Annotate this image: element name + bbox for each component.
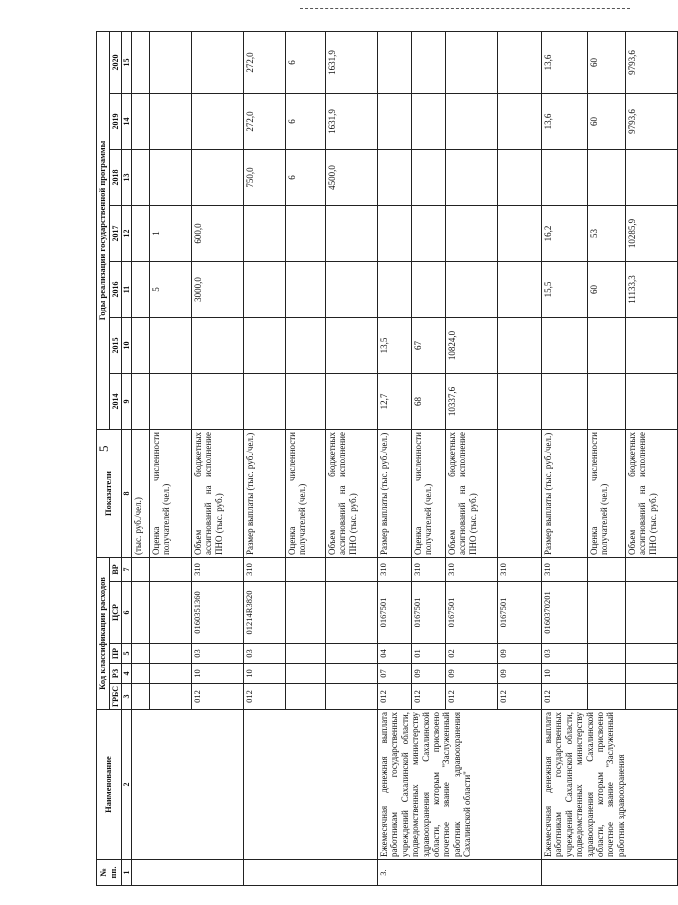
column-number: 12 [121,206,131,262]
year-value-cell: 9793,6 [626,31,678,93]
pr-cell [588,644,626,664]
header-name: Наименование [97,710,122,860]
csr-cell: 0167501 [378,582,412,644]
vr-cell [150,558,192,582]
grbs-cell: 012 [446,684,498,710]
year-value-cell [326,374,378,430]
year-value-cell [150,31,192,93]
rz-cell: 07 [378,664,412,684]
vr-cell: 310 [192,558,244,582]
year-value-cell [192,31,244,93]
indicator-cell: Размер выплаты (тыс. руб./чел.) [542,430,588,558]
year-value-cell [446,150,498,206]
header-year: 2018 [109,150,121,206]
year-value-cell [286,374,326,430]
year-value-cell: 272,0 [244,31,286,93]
year-value-cell [412,94,446,150]
indicator-cell: Оценка численности получателей (чел.) [286,430,326,558]
vr-cell: 310 [542,558,588,582]
year-value-cell: 10285,9 [626,206,678,262]
csr-cell [132,582,150,644]
year-value-cell [542,318,588,374]
table-body [132,31,678,885]
year-value-cell: 272,0 [244,94,286,150]
rz-cell: 10 [542,664,588,684]
column-number: 2 [121,710,131,860]
year-value-cell: 10824,0 [446,318,498,374]
header-years-group: Годы реализации государственной программы [97,31,110,429]
year-value-cell: 13,6 [542,94,588,150]
rz-cell [626,664,678,684]
year-value-cell [150,94,192,150]
row-number [244,860,378,886]
vr-cell [626,558,678,582]
grbs-cell: 012 [498,684,542,710]
column-number: 7 [121,558,131,582]
year-value-cell [244,262,286,318]
vr-cell: 310 [498,558,542,582]
csr-cell: 0160370201 [542,582,588,644]
table-header [97,31,132,885]
year-value-cell [244,318,286,374]
year-value-cell: 60 [588,94,626,150]
indicator-cell: Оценка численности получателей (чел.) [588,430,626,558]
grbs-cell [132,684,150,710]
year-value-cell [446,31,498,93]
year-value-cell [192,374,244,430]
grbs-cell [286,684,326,710]
year-value-cell [412,262,446,318]
column-number: 10 [121,318,131,374]
header-csr: ЦСР [109,582,121,644]
rz-cell: 10 [192,664,244,684]
year-value-cell [132,318,150,374]
header-indicator: Показатели [97,430,122,558]
year-value-cell [378,94,412,150]
rz-cell: 09 [498,664,542,684]
vr-cell: 310 [446,558,498,582]
year-value-cell [498,31,542,93]
year-value-cell: 53 [588,206,626,262]
year-value-cell [498,374,542,430]
grbs-cell: 012 [192,684,244,710]
year-value-cell: 10337,6 [446,374,498,430]
header-rz: РЗ [109,664,121,684]
year-value-cell [446,206,498,262]
year-value-cell: 6 [286,150,326,206]
year-value-cell [326,206,378,262]
indicator-cell: (тыс. руб./чел.) [132,430,150,558]
csr-cell: 0167501 [446,582,498,644]
grbs-cell [626,684,678,710]
scan-edge-line [300,8,630,9]
pr-cell [132,644,150,664]
year-value-cell [286,262,326,318]
grbs-cell: 012 [542,684,588,710]
year-value-cell [132,206,150,262]
year-value-cell: 60 [588,31,626,93]
csr-cell: 01214R3820 [244,582,286,644]
year-value-cell [132,262,150,318]
pr-cell [326,644,378,664]
year-value-cell [244,206,286,262]
pr-cell: 09 [498,644,542,664]
row-name: Ежемесячная денежная выплата работникам государственных учреждений Сахалинской области, подведомственных министерству здравоохранения Сахалинской области, которым присвоено почетное звание "Заслуженный работник здравоохранения [542,710,678,860]
pr-cell: 04 [378,644,412,664]
year-value-cell [542,374,588,430]
vr-cell [588,558,626,582]
rz-cell [286,664,326,684]
row-number [542,860,678,886]
indicator-cell: Оценка численности получателей (чел.) [150,430,192,558]
year-value-cell: 1 [150,206,192,262]
column-number: 6 [121,582,131,644]
header-pr: ПР [109,644,121,664]
indicator-cell: Объем бюджетных ассигнований на исполнение ПНО (тыс. руб.) [192,430,244,558]
table-row [378,31,412,885]
pr-cell: 03 [192,644,244,664]
column-number: 9 [121,374,131,430]
year-value-cell [378,262,412,318]
year-value-cell [588,318,626,374]
pr-cell [150,644,192,664]
row-number: 3. [378,860,542,886]
year-value-cell: 13,5 [378,318,412,374]
year-value-cell [412,150,446,206]
table-row [132,31,150,885]
rz-cell: 10 [244,664,286,684]
rz-cell: 09 [446,664,498,684]
year-value-cell [192,94,244,150]
year-value-cell [132,150,150,206]
year-value-cell [412,206,446,262]
csr-cell [626,582,678,644]
csr-cell [588,582,626,644]
vr-cell: 310 [244,558,286,582]
grbs-cell [326,684,378,710]
year-value-cell [378,206,412,262]
year-value-cell [412,31,446,93]
indicator-cell: Объем бюджетных ассигнований на исполнение ПНО (тыс. руб.) [326,430,378,558]
year-value-cell [498,150,542,206]
row-name: Ежемесячная денежная выплата работникам государственных учреждений Сахалинской области, подведомственных министерству здравоохранения Сахалинской области, которым присвоено почетное звание "Заслуженный работник здравоохранения Сахалинской области" [378,710,542,860]
header-year: 2014 [109,374,121,430]
year-value-cell [378,150,412,206]
header-grbs: ГРБС [109,684,121,710]
grbs-cell: 012 [378,684,412,710]
rz-cell [132,664,150,684]
header-year: 2017 [109,206,121,262]
year-value-cell [498,262,542,318]
vr-cell [326,558,378,582]
year-value-cell: 6 [286,31,326,93]
pr-cell: 01 [412,644,446,664]
year-value-cell [150,150,192,206]
grbs-cell [150,684,192,710]
header-year: 2020 [109,31,121,93]
year-value-cell: 1631,9 [326,31,378,93]
year-value-cell [326,262,378,318]
grbs-cell: 012 [412,684,446,710]
indicator-cell: Размер выплаты (тыс. руб./чел.) [244,430,286,558]
csr-cell [326,582,378,644]
year-value-cell [244,374,286,430]
header-year: 2019 [109,94,121,150]
year-value-cell: 4500,0 [326,150,378,206]
row-name [132,710,244,860]
year-value-cell [446,262,498,318]
indicator-cell: Оценка численности получателей (чел.) [412,430,446,558]
pr-cell: 02 [446,644,498,664]
page-number: 5 [96,445,111,452]
column-number: 5 [121,644,131,664]
year-value-cell: 3000,0 [192,262,244,318]
year-value-cell: 11133,3 [626,262,678,318]
year-value-cell: 6 [286,94,326,150]
year-value-cell: 13,6 [542,31,588,93]
row-name [244,710,378,860]
year-value-cell [150,318,192,374]
header-num: № пп. [97,860,122,886]
indicator-cell: Размер выплаты (тыс. руб./чел.) [378,430,412,558]
year-value-cell [626,150,678,206]
year-value-cell [446,94,498,150]
year-value-cell: 16,2 [542,206,588,262]
column-number: 1 [121,860,131,886]
column-number: 11 [121,262,131,318]
year-value-cell [132,31,150,93]
header-year: 2015 [109,318,121,374]
year-value-cell: 68 [412,374,446,430]
year-value-cell [626,318,678,374]
year-value-cell: 9793,6 [626,94,678,150]
year-value-cell [588,374,626,430]
year-value-cell: 15,5 [542,262,588,318]
year-value-cell [286,318,326,374]
header-year: 2016 [109,262,121,318]
column-number: 3 [121,684,131,710]
column-number: 14 [121,94,131,150]
header-vr: ВР [109,558,121,582]
rz-cell [150,664,192,684]
rz-cell: 09 [412,664,446,684]
vr-cell [286,558,326,582]
rotated-table-wrapper [96,32,658,886]
header-kbk: Код классификации расходов [97,558,110,710]
column-number: 8 [121,430,131,558]
pr-cell: 03 [542,644,588,664]
rz-cell [588,664,626,684]
pr-cell [286,644,326,664]
column-number-row [121,31,131,885]
year-value-cell [626,374,678,430]
year-value-cell: 12,7 [378,374,412,430]
csr-cell [286,582,326,644]
table-row [244,31,286,885]
vr-cell: 310 [412,558,446,582]
year-value-cell [498,94,542,150]
year-value-cell [192,150,244,206]
indicator-cell [498,430,542,558]
year-value-cell [150,374,192,430]
year-value-cell [192,318,244,374]
csr-cell: 0160351360 [192,582,244,644]
grbs-cell [588,684,626,710]
year-value-cell [498,318,542,374]
year-value-cell [132,374,150,430]
year-value-cell: 1631,9 [326,94,378,150]
year-value-cell: 60 [588,262,626,318]
year-value-cell [286,206,326,262]
csr-cell: 0167501 [412,582,446,644]
csr-cell [150,582,192,644]
column-number: 15 [121,31,131,93]
vr-cell [132,558,150,582]
table-row [542,31,588,885]
year-value-cell: 67 [412,318,446,374]
grbs-cell: 012 [244,684,286,710]
year-value-cell: 750,0 [244,150,286,206]
vr-cell: 310 [378,558,412,582]
pr-cell: 03 [244,644,286,664]
budget-table [96,31,678,886]
year-value-cell [588,150,626,206]
row-number [132,860,244,886]
year-value-cell [132,94,150,150]
indicator-cell: Объем бюджетных ассигнований на исполнение ПНО (тыс. руб.) [626,430,678,558]
rz-cell [326,664,378,684]
column-number: 13 [121,150,131,206]
column-number: 4 [121,664,131,684]
year-value-cell [378,31,412,93]
year-value-cell [326,318,378,374]
year-value-cell [542,150,588,206]
year-value-cell [498,206,542,262]
year-value-cell: 600,0 [192,206,244,262]
pr-cell [626,644,678,664]
indicator-cell: Объем бюджетных ассигнований на исполнение ПНО (тыс. руб.) [446,430,498,558]
csr-cell: 0167501 [498,582,542,644]
year-value-cell: 5 [150,262,192,318]
